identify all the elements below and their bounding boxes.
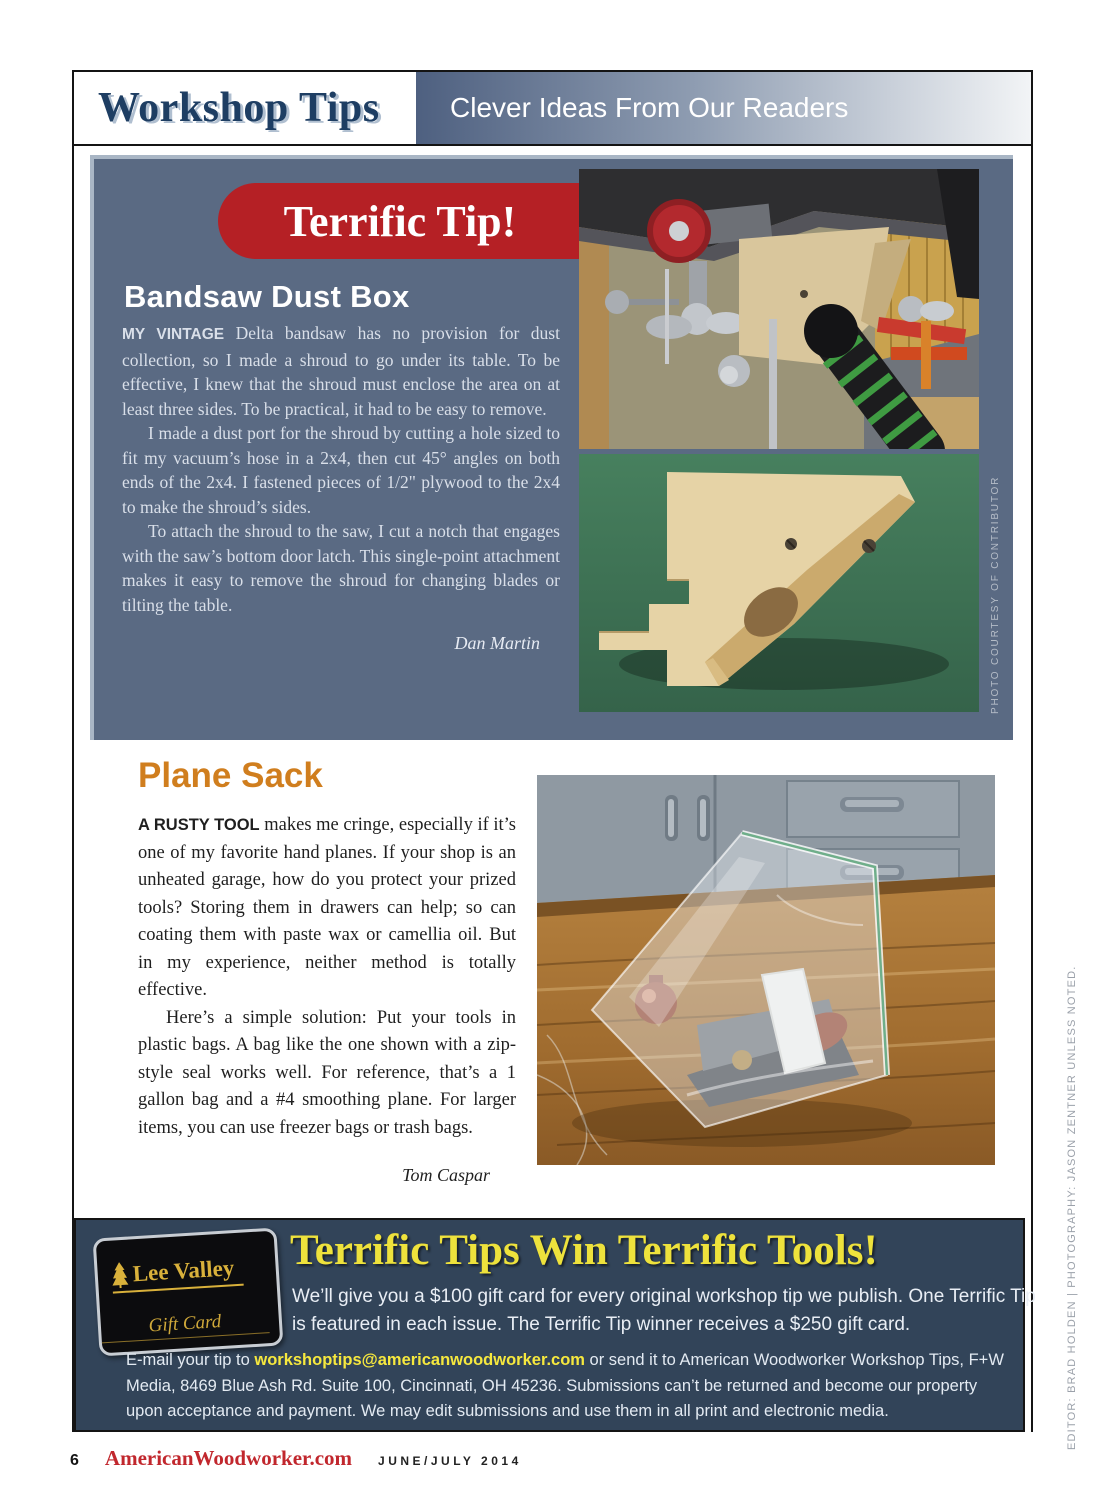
frame-right [1031, 70, 1033, 1432]
header-tagline-cell [416, 72, 1031, 144]
issue-date: JUNE/JULY 2014 [378, 1454, 522, 1468]
terrific-tip-banner [218, 183, 582, 259]
gift-card-brand-row [111, 1255, 243, 1294]
page-footer [70, 1446, 522, 1471]
promo-subtitle: We’ll give you a $100 gift card for every original workshop tip we publish. One Terrific Tip is featured in each issue. The Terrific Tip winner receives a $250 gift card. [292, 1286, 1036, 1335]
bandsaw-photo-illustration [579, 169, 979, 449]
header-tagline: Clever Ideas From Our Readers [450, 92, 849, 123]
submission-email-link[interactable]: workshoptips@americanwoodworker.com [254, 1351, 585, 1369]
plane-byline: Tom Caspar [402, 1165, 490, 1185]
terrific-tip-section [90, 155, 1013, 740]
plane-sack-title: Plane Sack [138, 756, 323, 795]
bandsaw-photo [579, 169, 979, 449]
gift-card-type: Gift Card [100, 1308, 269, 1343]
page-header [72, 70, 1033, 146]
tip-paragraph-2: I made a dust port for the shroud by cutting a hole sized to fit my vacuum’s hose in a 2x4, then cut 45° angles on both ends of the 2x4. I fastened pieces of 1/2" plywood to the 2x4 to make the shroud’s sides. [122, 423, 560, 517]
header-title-cell [74, 72, 416, 144]
plane-sack-body [138, 812, 516, 1190]
gift-card-brand: Lee Valley [132, 1255, 235, 1287]
site-logo: AmericanWoodworker.com [104, 1446, 353, 1470]
lee-valley-gift-card [93, 1227, 284, 1356]
plane-lead-in: A RUSTY TOOL [138, 816, 260, 834]
dust-shroud-photo-illustration [579, 454, 979, 712]
page-title: Workshop Tips [98, 85, 380, 131]
pine-tree-icon [111, 1262, 129, 1289]
tip-lead-in: MY VINTAGE [122, 326, 225, 343]
plane-bag-photo-illustration [537, 775, 995, 1165]
tip-byline: Dan Martin [454, 633, 540, 653]
tip-paragraph-1: MY VINTAGE Delta bandsaw has no provision for dust collection, so I made a shroud to go under its table. To be effective, I knew that the shroud must enclose the area on at least three sides. To be practical, it had to be easy to remove. [122, 323, 560, 419]
plane-paragraph-2: Here’s a simple solution: Put your tools in plastic bags. A bag like the one shown with a zip-style seal works well. For reference, that’s a 1 gallon bag and a #4 smoothing plane. For larger items, you can use freezer bags or trash bags. [138, 1007, 516, 1138]
promo-section [74, 1218, 1036, 1432]
tip-article-body [122, 321, 560, 656]
tip-paragraph-3: To attach the shroud to the saw, I cut a notch that engages with the saw’s bottom door latch. This single-point attachment makes it easy to remove the shroud for changing blades or tilting the table. [122, 521, 560, 615]
tip-article-title: Bandsaw Dust Box [124, 279, 410, 314]
page-number: 6 [70, 1452, 79, 1469]
promo-title: Terrific Tips Win Terrific Tools! [290, 1227, 878, 1274]
terrific-tip-label: Terrific Tip! [283, 196, 517, 246]
plane-bag-photo [537, 775, 995, 1165]
plane-paragraph-1: A RUSTY TOOL makes me cringe, especially if it’s one of my favorite hand planes. If your shop is an unheated garage, how do you protect your prized tools? Storing them in drawers can help; so can coating them with paste wax or camellia oil. But in my experience, neither method is totally effective. [138, 815, 516, 1000]
promo-submission-info: E-mail your tip to workshoptips@americanwoodworker.com or send it to American Woodworker Workshop Tips, F+W Media, 8469 Blue Ash Rd. Suite 100, Cincinnati, OH 45236. Submissions can’t be returned and become our property upon acceptance and payment. We may edit submissions and use them in all print and electronic media. [126, 1351, 1004, 1420]
dust-shroud-photo [579, 454, 979, 712]
photo-credit: PHOTO COURTESY OF CONTRIBUTOR [990, 475, 1001, 714]
editor-photography-credit: EDITOR: BRAD HOLDEN | PHOTOGRAPHY: JASON ZENTNER UNLESS NOTED. [1066, 965, 1078, 1450]
